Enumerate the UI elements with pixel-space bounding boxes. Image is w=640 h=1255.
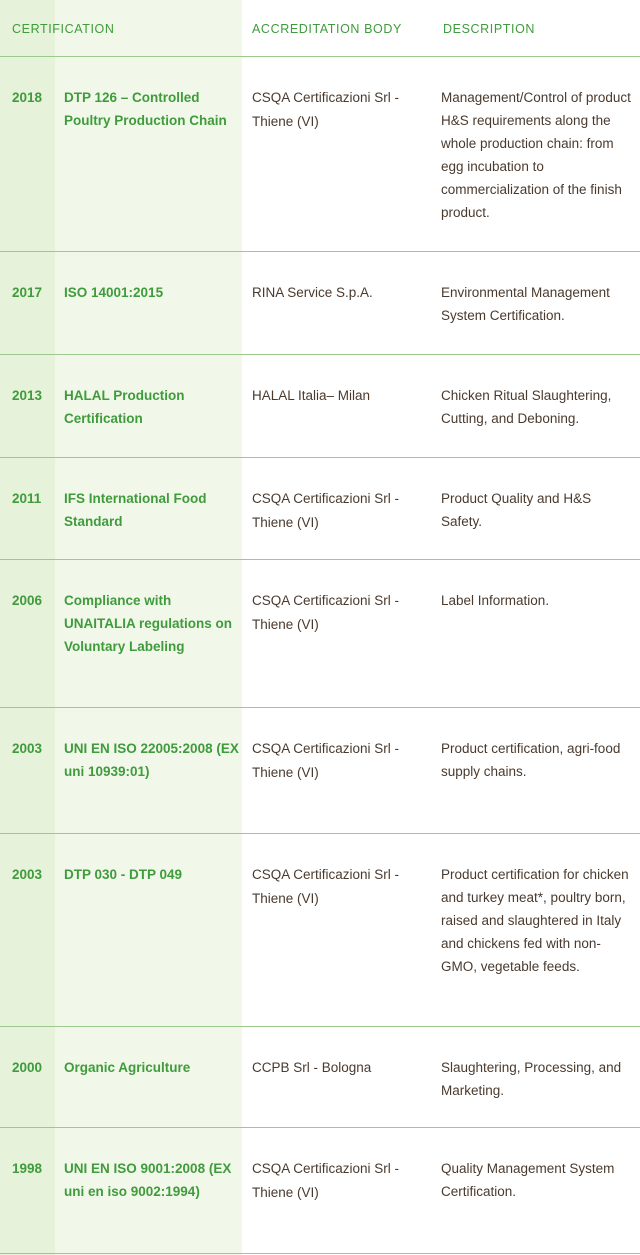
row-accreditation-body: CSQA Certificazioni Srl - Thiene (VI) — [252, 1161, 400, 1200]
table-header — [0, 0, 640, 57]
row-description: Management/Control of product H&S requirements along the whole production chain: from egg incubation to commercialization of the finish product. — [441, 90, 631, 220]
row-year: 2003 — [12, 741, 43, 756]
table-row — [0, 834, 640, 1027]
row-year: 2013 — [12, 388, 43, 403]
table-row — [0, 458, 640, 560]
row-description: Quality Management System Certification. — [441, 1161, 615, 1199]
row-description: Label Information. — [441, 593, 550, 608]
row-accreditation-body: CSQA Certificazioni Srl - Thiene (VI) — [252, 90, 400, 129]
row-accreditation-body: HALAL Italia– Milan — [252, 388, 371, 403]
header-description: DESCRIPTION — [443, 22, 536, 36]
row-certification: Organic Agriculture — [64, 1060, 191, 1075]
row-certification: UNI EN ISO 22005:2008 (EX uni 10939:01) — [64, 741, 239, 779]
row-description: Chicken Ritual Slaughtering, Cutting, and Deboning. — [441, 388, 612, 426]
row-description: Product certification for chicken and turkey meat*, poultry born, raised and slaughtered in Italy and chickens fed with non-GMO, vegetable feeds. — [441, 867, 629, 974]
row-accreditation-body: CSQA Certificazioni Srl - Thiene (VI) — [252, 491, 400, 530]
table-row — [0, 560, 640, 708]
row-certification: ISO 14001:2015 — [64, 285, 164, 300]
row-year: 1998 — [12, 1161, 43, 1176]
row-description: Product Quality and H&S Safety. — [441, 491, 592, 529]
header-certification: CERTIFICATION — [12, 22, 115, 36]
row-certification: Compliance with UNAITALIA regulations on Voluntary Labeling — [64, 593, 232, 654]
row-accreditation-body: CCPB Srl - Bologna — [252, 1060, 372, 1075]
row-year: 2017 — [12, 285, 43, 300]
table-row — [0, 355, 640, 458]
row-year: 2000 — [12, 1060, 43, 1075]
row-accreditation-body: CSQA Certificazioni Srl - Thiene (VI) — [252, 593, 400, 632]
table-row — [0, 57, 640, 252]
table-row — [0, 252, 640, 355]
row-certification: DTP 030 - DTP 049 — [64, 867, 183, 882]
row-year: 2006 — [12, 593, 43, 608]
row-description: Environmental Management System Certification. — [441, 285, 610, 323]
row-accreditation-body: CSQA Certificazioni Srl - Thiene (VI) — [252, 867, 400, 906]
row-description: Product certification, agri-food supply chains. — [441, 741, 621, 779]
row-year: 2011 — [12, 491, 42, 506]
row-certification: UNI EN ISO 9001:2008 (EX uni en iso 9002:1994) — [64, 1161, 232, 1199]
row-accreditation-body: CSQA Certificazioni Srl - Thiene (VI) — [252, 741, 400, 780]
table-row — [0, 1027, 640, 1128]
row-description: Slaughtering, Processing, and Marketing. — [441, 1060, 622, 1098]
row-certification: IFS International Food Standard — [64, 491, 207, 529]
row-certification: HALAL Production Certification — [64, 388, 185, 426]
table-row — [0, 1128, 640, 1254]
row-year: 2003 — [12, 867, 43, 882]
row-year: 2018 — [12, 90, 43, 105]
row-certification: DTP 126 – Controlled Poultry Production Chain — [64, 90, 227, 128]
row-accreditation-body: RINA Service S.p.A. — [252, 285, 373, 300]
header-accreditation-body: ACCREDITATION BODY — [252, 22, 402, 36]
table-row — [0, 708, 640, 834]
